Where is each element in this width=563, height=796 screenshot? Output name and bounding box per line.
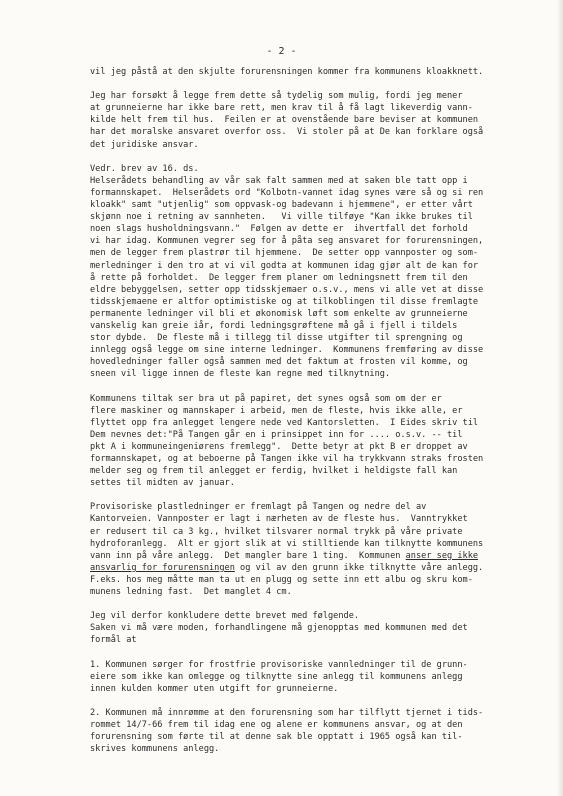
text-line: Dem nevnes det:"På Tangen går en i prinsippet inn for .... o.s.v. -- til bbox=[90, 429, 463, 440]
text-line: skjønn noe i retning av sannheten. Vi ville tilføye "Kan ikke brukes til bbox=[90, 212, 473, 223]
text-line: men de legger frem plastrør til hjemmene. De setter opp vannposter og som- bbox=[90, 248, 479, 259]
paragraph-responsibility bbox=[90, 90, 530, 150]
text-line: vi har idag. Kommunen vegrer seg for å påta seg ansvaret for forurensningen, bbox=[90, 236, 484, 247]
text-line bbox=[90, 562, 530, 574]
text-line: forurensning som førte til at denne sak ble opptatt i 1965 også kan til- bbox=[90, 732, 463, 743]
page-edge-shadow bbox=[557, 0, 563, 796]
text-line: rommet 14/7-66 frem til idag ene og alene er kommunens ansvar, og at den bbox=[90, 720, 463, 731]
text-line: 2. Kommunen må innrømme at den forurensning som har tilflytt tjernet i tids- bbox=[90, 707, 484, 718]
text-line: tidsskjemaene er altfor optimistiske og at tilkoblingen til disse fremlagte bbox=[90, 296, 479, 307]
text-line: stor dybde. De fleste må i tillegg til disse utgifter til sprengning og bbox=[90, 333, 463, 344]
text-line: innlegg også legge om sine interne ledninger. Kommunens fremføring av disse bbox=[90, 345, 484, 356]
text-line: Provisoriske plastledninger er fremlagt på Tangen og nedre del av bbox=[90, 502, 427, 513]
text-line bbox=[90, 550, 530, 562]
paragraph-conclusion bbox=[90, 610, 530, 646]
text-line: innen kulden kommer uten utgift for grunneierne. bbox=[90, 683, 339, 694]
text-line: 1. Kommunen sørger for frostfrie provisoriske vannledninger til de grunn- bbox=[90, 659, 468, 670]
text-line: hovedledninger faller også sammen med det faktum at frosten vil komme, og bbox=[90, 357, 468, 368]
text-line: Saken vi må være moden, forhandlingene må gjenopptas med kommunen med det bbox=[90, 623, 468, 634]
letter-body bbox=[90, 66, 530, 755]
text-line: permanente ledninger vil bli et økonomisk løft som enkelte av grunneierne bbox=[90, 308, 468, 319]
text-line: vanskelig kan greie iår, fordi ledningsgrøftene må gå i fjell i tildels bbox=[90, 320, 458, 331]
text-line: Jeg har forsøkt å legge frem dette så tydelig som mulig, fordi jeg mener bbox=[90, 91, 463, 102]
text-line: eldre bebyggelsen, setter opp tidsskjemaer o.s.v., mens vi alle vet at disse bbox=[90, 284, 484, 295]
text-line: hydroforanlegg. Alt er gjort slik at vi stilltiende kan tilknytte kommunens bbox=[90, 538, 484, 549]
text-line: formål at bbox=[90, 635, 137, 646]
text-line: Jeg vil derfor konkludere dette brevet med følgende. bbox=[90, 611, 360, 622]
text-segment: vann inn på våre anlegg. Det mangler bare 1 ting. Kommunen bbox=[90, 550, 401, 561]
text-line: melder seg og frem til anlegget er ferdig, hvilket i heldigste fall kan bbox=[90, 466, 458, 477]
text-line: sneen vil ligge innen de fleste kan regne med tilknytning. bbox=[90, 369, 391, 380]
paragraph-measures bbox=[90, 393, 530, 490]
text-line: kloakk" samt "utjenlig" som oppvask-og badevann i hjemmene", er etter vårt bbox=[90, 200, 473, 211]
text-line: F.eks. hos meg måtte man ta ut en plugg og sette inn ett albu og skru kom- bbox=[90, 574, 473, 585]
text-line: formannskapet. Helserådets ord "Kolbotn-vannet idag synes være så og si ren bbox=[90, 187, 484, 198]
text-line: Helserådets behandling av vår sak falt sammen med at saken ble tatt opp i bbox=[90, 175, 468, 186]
text-line: Kommunens tiltak ser bra ut på papiret, det synes også som om der er bbox=[90, 393, 442, 404]
text-line: pkt A i kommuneingeniørens fremlegg". Dette betyr at pkt B er droppet av bbox=[90, 441, 468, 452]
text-line: vil jeg påstå at den skjulte forurensningen kommer fra kommunens kloakknett. bbox=[90, 67, 484, 77]
text-line: kilde helt frem til hus. Feilen er at ovenstående bare beviser at kommunen bbox=[90, 115, 479, 126]
text-line: å rette på forholdet. De legger frem planer om ledningsnett frem til den bbox=[90, 272, 468, 283]
text-line: Vedr. brev av 16. ds. bbox=[90, 163, 199, 174]
page-number: - 2 - bbox=[266, 46, 297, 57]
text-line: er redusert til ca 3 kg., hvilket tilsvarer normal trykk på våre private bbox=[90, 526, 463, 537]
text-line: merledninger i den tro at vi vil godta at kommunen idag gjør alt de kan for bbox=[90, 260, 479, 271]
underlined-text: ansvarlig for forurensningen bbox=[90, 562, 235, 573]
text-line: noen slags husholdningsvann." Følgen av dette er ihvertfall det forhold bbox=[90, 224, 468, 235]
list-item bbox=[90, 707, 530, 755]
paragraph-health-council bbox=[90, 163, 530, 381]
text-line: flere maskiner og mannskaper i arbeid, men de fleste, hvis ikke alle, er bbox=[90, 405, 463, 416]
paragraph-provisional-lines bbox=[90, 501, 530, 598]
text-line: Kantorveien. Vannposter er lagt i nærheten av de fleste hus. Vanntrykket bbox=[90, 514, 468, 525]
text-line: har det moralske ansvaret overfor oss. Vi stoler på at De kan forklare også bbox=[90, 127, 484, 138]
text-line: settes til midten av januar. bbox=[90, 478, 235, 489]
text-line: flyttet opp fra anlegget lengere nede ved Kantorsletten. I Eides skriv til bbox=[90, 417, 479, 428]
list-item bbox=[90, 659, 530, 695]
text-line: formannskapet, og at beboerne på Tangen ikke vil ha trykkvann straks frosten bbox=[90, 454, 484, 464]
text-line: skrives kommunens anlegg. bbox=[90, 744, 220, 755]
text-line: det juridiske ansvar. bbox=[90, 139, 199, 150]
underlined-text: anser seg ikke bbox=[405, 550, 479, 561]
text-segment: og vil av den grunn ikke tilknytte våre anlegg. bbox=[234, 562, 484, 573]
text-line: eiere som ikke kan omlegge og tilknytte sine anlegg til kommunens anlegg bbox=[90, 671, 463, 682]
text-line: munens ledning fast. Det manglet 4 cm. bbox=[90, 587, 292, 598]
text-line: at grunneierne har ikke bare rett, men krav til å få lagt likeverdig vann- bbox=[90, 103, 473, 114]
